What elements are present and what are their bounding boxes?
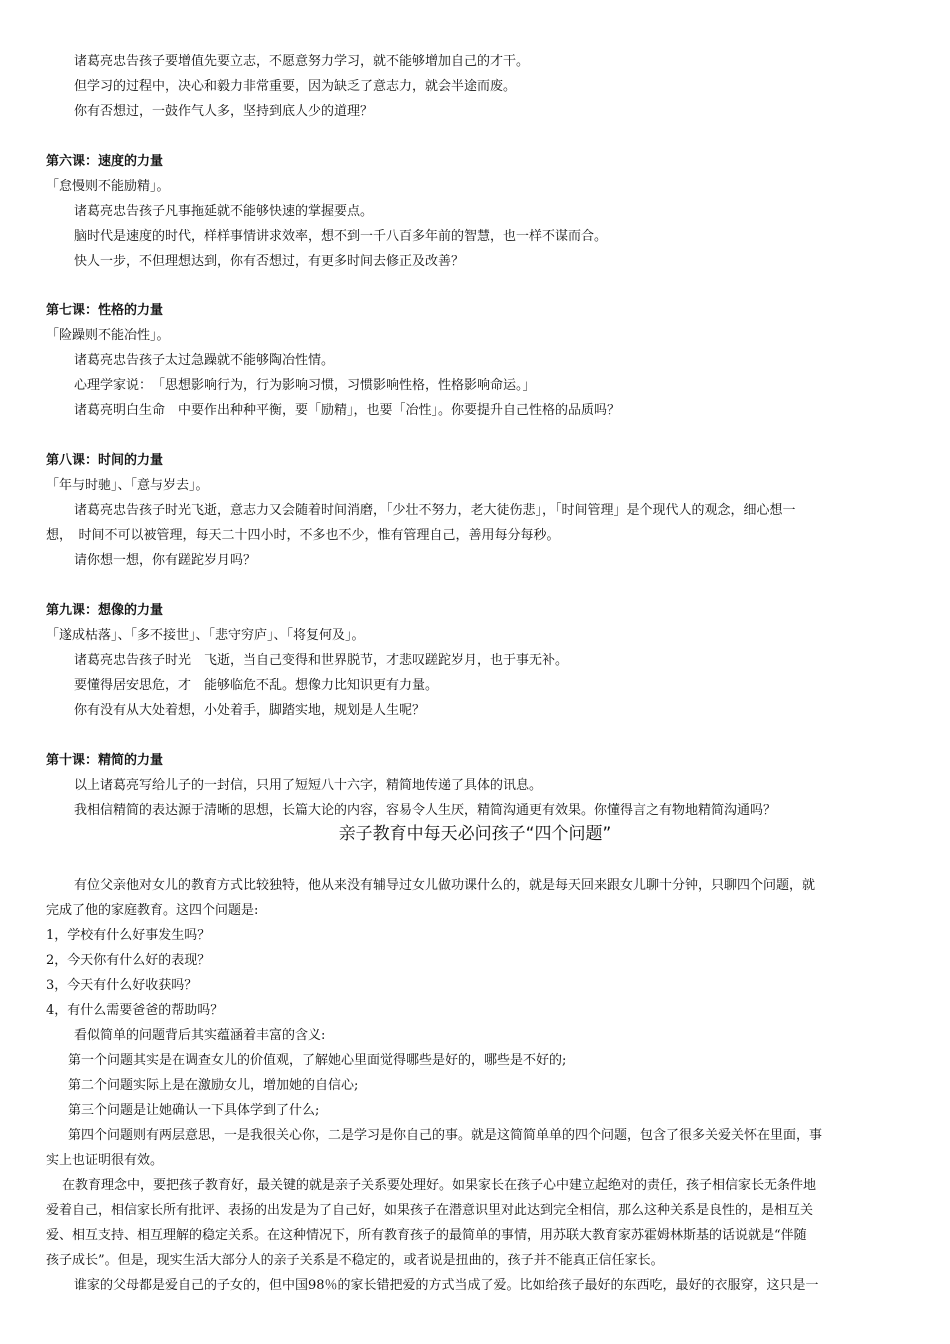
lesson-quote: 「险躁则不能冶性」。 — [46, 328, 170, 343]
text-line: 以上诸葛亮写给儿子的一封信，只用了短短八十六字，精简地传递了具体的讯息。 — [74, 778, 543, 793]
lesson-heading: 第十课：精简的力量 — [46, 753, 164, 768]
text-line: 你有没有从大处着想，小处着手，脚踏实地，规划是人生呢？ — [74, 703, 426, 718]
text-line: 但学习的过程中，决心和毅力非常重要，因为缺乏了意志力，就会半途而废。 — [74, 79, 517, 94]
lesson-quote: 「年与时驰」、「意与岁去」。 — [46, 478, 209, 493]
text-line: 诸葛亮忠告孩子太过急躁就不能够陶冶性情。 — [74, 353, 335, 368]
lesson-heading: 第九课：想像的力量 — [46, 603, 164, 618]
list-item: 1，学校有什么好事发生吗？ — [46, 928, 211, 943]
text-line: 完成了他的家庭教育。这四个问题是: — [46, 903, 259, 918]
list-item: 3，今天有什么好收获吗？ — [46, 978, 198, 993]
text-line: 诸葛亮忠告孩子要增值先要立志，不愿意努力学习，就不能够增加自己的才干。 — [74, 54, 530, 69]
text-line: 第三个问题是让她确认一下具体学到了什么; — [68, 1103, 320, 1118]
text-line: 第一个问题其实是在调查女儿的价值观，了解她心里面觉得哪些是好的，哪些是不好的; — [68, 1053, 567, 1068]
list-item: 4，有什么需要爸爸的帮助吗？ — [46, 1003, 224, 1018]
text-line: 心理学家说： 「思想影响行为，行为影响习惯，习惯影响性格，性格影响命运。」 — [74, 378, 536, 393]
text-line: 我相信精简的表达源于清晰的思想，长篇大论的内容，容易令人生厌，精简沟通更有效果。你懂得言之有物地精简沟通吗？ — [74, 803, 777, 818]
text-line: 请你想一想，你有蹉跎岁月吗？ — [74, 553, 257, 568]
text-line: 想， 时间不可以被管理，每天二十四小时，不多也不少，惟有管理自己，善用每分每秒。 — [46, 528, 560, 543]
lesson-quote: 「怠慢则不能励精」。 — [46, 179, 170, 194]
text-line: 爱着自己，相信家长所有批评、表扬的出发是为了自己好，如果孩子在潜意识里对此达到完全相信，那么这种关系是良性的，是相互关 — [46, 1203, 814, 1218]
text-line: 脑时代是速度的时代，样样事情讲求效率，想不到一千八百多年前的智慧，也一样不谋而合。 — [74, 229, 608, 244]
text-line: 有位父亲他对女儿的教育方式比较独特，他从来没有辅导过女儿做功课什么的，就是每天回来跟女儿聊十分钟，只聊四个问题，就 — [74, 878, 816, 893]
text-line: 诸葛亮明白生命 中要作出种种平衡，要「励精」，也要「冶性」。你要提升自己性格的品质吗？ — [74, 403, 621, 418]
text-line: 看似简单的问题背后其实蕴涵着丰富的含义: — [74, 1028, 326, 1043]
text-line: 第二个问题实际上是在激励女儿，增加她的自信心; — [68, 1078, 359, 1093]
text-line: 诸葛亮忠告孩子凡事拖延就不能够快速的掌握要点。 — [74, 204, 374, 219]
text-line: 诸葛亮忠告孩子时光飞逝，意志力又会随着时间消磨，「少壮不努力，老大徒伤悲」，「时间管理」是个现代人的观念，细心想一 — [74, 503, 796, 518]
text-line: 爱、相互支持、相互理解的稳定关系。在这种情况下，所有教育孩子的最简单的事情，用苏联大教育家苏霍姆林斯基的话说就是“伴随 — [46, 1228, 807, 1243]
text-line: 第四个问题则有两层意思，一是我很关心你，二是学习是你自己的事。就是这简简单单的四个问题，包含了很多关爱关怀在里面，事 — [68, 1128, 823, 1143]
text-line: 诸葛亮忠告孩子时光 飞逝，当自己变得和世界脱节，才悲叹蹉跎岁月，也于事无补。 — [74, 653, 569, 668]
lesson-quote: 「遂成枯落」、「多不接世」、「悲守穷庐」、「将复何及」。 — [46, 628, 365, 643]
lesson-heading: 第八课：时间的力量 — [46, 453, 164, 468]
text-line: 快人一步，不但理想达到，你有否想过，有更多时间去修正及改善？ — [74, 254, 465, 269]
text-line: 要懂得居安思危，才 能够临危不乱。想像力比知识更有力量。 — [74, 678, 439, 693]
lesson-heading: 第七课：性格的力量 — [46, 303, 164, 318]
text-line: 你有否想过，一鼓作气人多，坚持到底人少的道理？ — [74, 104, 374, 119]
article-title: 亲子教育中每天必问孩子“四个问题” — [338, 824, 612, 844]
text-line: 谁家的父母都是爱自己的子女的，但中国98％的家长错把爱的方式当成了爱。比如给孩子最好的东西吃，最好的衣服穿，这只是一 — [74, 1278, 819, 1293]
lesson-heading: 第六课：速度的力量 — [46, 154, 164, 169]
list-item: 2，今天你有什么好的表现？ — [46, 953, 211, 968]
text-line: 实上也证明很有效。 — [46, 1153, 164, 1168]
text-line: 在教育理念中，要把孩子教育好，最关键的就是亲子关系要处理好。如果家长在孩子心中建立起绝对的责任，孩子相信家长无条件地 — [62, 1178, 817, 1193]
text-line: 孩子成长”。但是，现实生活大部分人的亲子关系是不稳定的，或者说是扭曲的，孩子并不能真正信任家长。 — [46, 1253, 664, 1268]
